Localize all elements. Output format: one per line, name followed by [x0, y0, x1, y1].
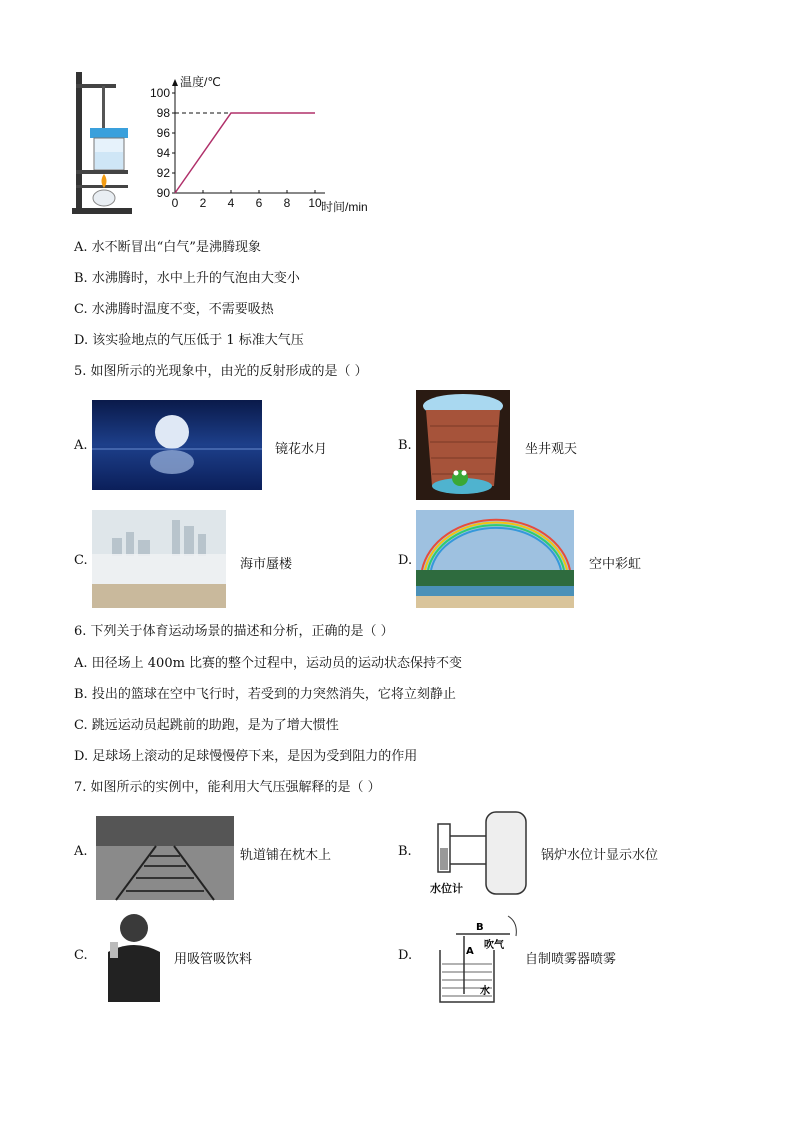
- q7-option-d-letter: D.: [398, 948, 413, 963]
- q5-stem: 5. 如图所示的光现象中，由光的反射形成的是（ ）: [74, 364, 368, 379]
- q4-option-d: D. 该实验地点的气压低于 1 标准大气压: [74, 333, 304, 348]
- y-tick-label: 98: [156, 106, 170, 120]
- q6-option-d: D. 足球场上滚动的足球慢慢停下来，是因为受到阻力的作用: [74, 749, 418, 764]
- q5-option-a-text: 镜花水月: [275, 442, 328, 457]
- q7-option-c-text: 用吸管吸饮料: [174, 952, 253, 967]
- y-tick-label: 96: [156, 126, 170, 140]
- q4-option-b: B. 水沸腾时，水中上升的气泡由大变小: [74, 271, 300, 286]
- x-tick-label: 8: [283, 196, 291, 210]
- x-tick-label: 0: [171, 196, 179, 210]
- boiling-apparatus-figure: [68, 70, 138, 216]
- q5-option-d-letter: D.: [398, 553, 413, 568]
- q6-option-a: A. 田径场上 400m 比赛的整个过程中，运动员的运动状态保持不变: [74, 656, 463, 671]
- x-tick-label: 2: [199, 196, 207, 210]
- q7-option-b-text: 锅炉水位计显示水位: [541, 848, 659, 863]
- sprayer-label-b: B: [476, 922, 484, 933]
- y-tick-label: 94: [156, 146, 170, 160]
- q7-option-d-text: 自制喷雾器喷雾: [525, 952, 617, 967]
- x-tick-label: 4: [227, 196, 235, 210]
- homemade-sprayer-image: [420, 906, 524, 1006]
- q5-option-d-text: 空中彩虹: [589, 557, 642, 572]
- railway-tracks-image: [96, 816, 234, 900]
- x-tick-label: 10: [308, 196, 322, 210]
- temperature-time-chart: [140, 70, 390, 220]
- y-axis-ticks: [150, 86, 175, 200]
- water-gauge-label: 水位计: [430, 882, 463, 895]
- q6-stem: 6. 下列关于体育运动场景的描述和分析，正确的是（ ）: [74, 624, 394, 639]
- mirage-image: [92, 510, 226, 608]
- q5-option-a-letter: A.: [74, 438, 88, 453]
- q4-option-c: C. 水沸腾时温度不变，不需要吸热: [74, 302, 274, 317]
- temperature-series-line: [175, 113, 315, 193]
- y-tick-label: 100: [149, 86, 170, 100]
- q7-option-b-letter: B.: [398, 844, 412, 859]
- x-axis-label: 时间/min: [321, 200, 368, 214]
- q7-stem: 7. 如图所示的实例中，能利用大气压强解释的是（ ）: [74, 780, 381, 795]
- boiler-water-gauge-image: [424, 806, 540, 898]
- y-tick-label: 90: [156, 186, 170, 200]
- q7-option-a-text: 轨道铺在枕木上: [240, 848, 332, 863]
- q7-option-a-letter: A.: [74, 844, 88, 859]
- sprayer-label-blow: 吹气: [484, 940, 504, 951]
- y-tick-label: 92: [156, 166, 170, 180]
- q7-option-c-letter: C.: [74, 948, 88, 963]
- q5-option-c-text: 海市蜃楼: [240, 557, 293, 572]
- q6-option-b: B. 投出的篮球在空中飞行时，若受到的力突然消失，它将立刻静止: [74, 687, 456, 702]
- q5-option-c-letter: C.: [74, 553, 88, 568]
- x-tick-label: 6: [255, 196, 263, 210]
- chart-axes: [172, 79, 325, 193]
- q5-option-b-text: 坐井观天: [525, 442, 578, 457]
- sprayer-label-water: 水: [480, 986, 490, 997]
- q5-option-b-letter: B.: [398, 438, 412, 453]
- frog-in-well-image: [416, 390, 510, 500]
- q6-option-c: C. 跳远运动员起跳前的助跑，是为了增大惯性: [74, 718, 339, 733]
- q4-option-a: A. 水不断冒出“白气”是沸腾现象: [74, 240, 261, 255]
- rainbow-image: [416, 510, 574, 608]
- sprayer-label-a: A: [466, 946, 474, 957]
- moon-reflection-image: [92, 400, 262, 490]
- y-axis-label: 温度/℃: [180, 75, 221, 89]
- boy-drinking-straw-image: [100, 910, 166, 1002]
